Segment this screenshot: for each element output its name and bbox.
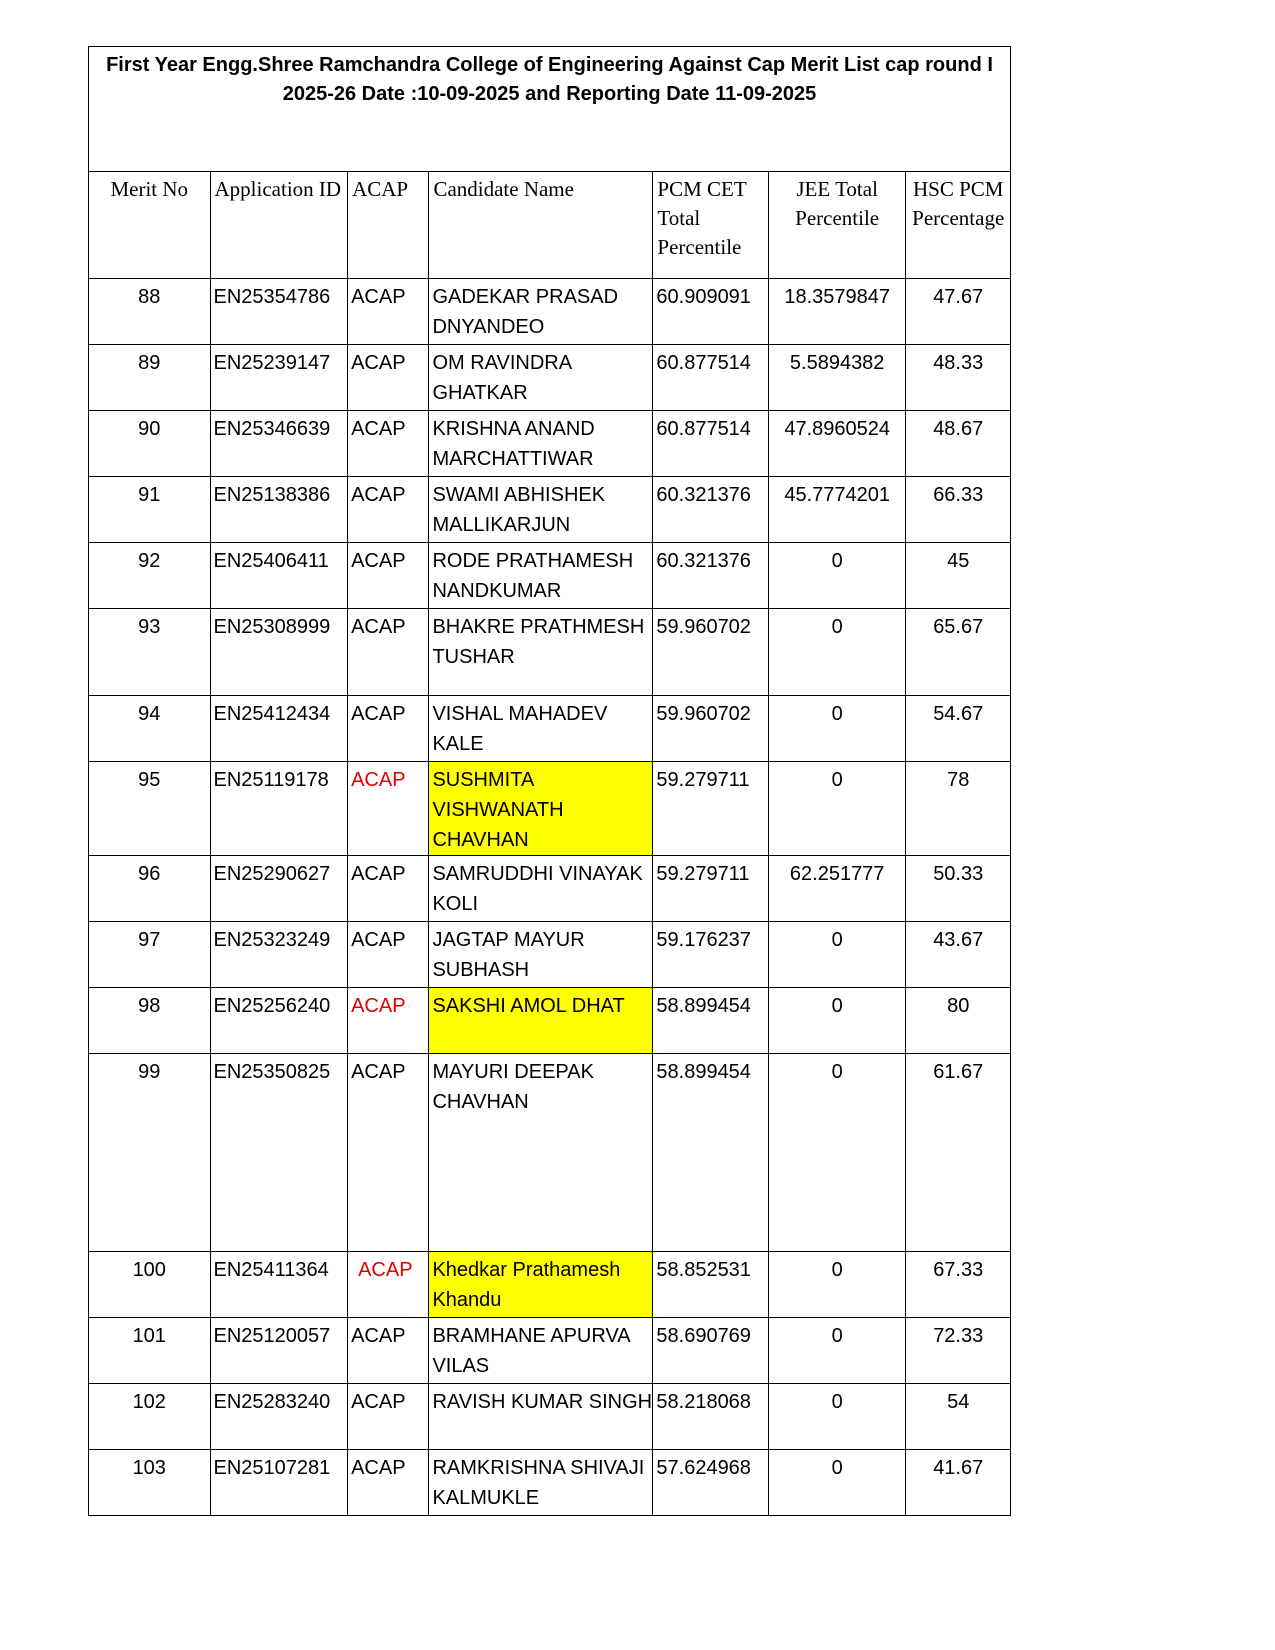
merit-no-cell: 95 bbox=[89, 762, 211, 856]
jee-total-cell: 0 bbox=[768, 1384, 906, 1450]
jee-total-cell: 18.3579847 bbox=[768, 279, 906, 345]
jee-total-cell: 45.7774201 bbox=[768, 477, 906, 543]
merit-no-cell: 92 bbox=[89, 543, 211, 609]
merit-no-cell: 97 bbox=[89, 922, 211, 988]
pcm-cet-cell: 58.690769 bbox=[653, 1318, 768, 1384]
pcm-cet-cell: 57.624968 bbox=[653, 1450, 768, 1516]
pcm-cet-cell: 59.960702 bbox=[653, 696, 768, 762]
merit-no-cell: 96 bbox=[89, 856, 211, 922]
application-id-cell: EN25256240 bbox=[210, 988, 348, 1054]
merit-no-cell: 99 bbox=[89, 1054, 211, 1252]
acap-cell: ACAP bbox=[348, 279, 429, 345]
merit-no-cell: 94 bbox=[89, 696, 211, 762]
acap-cell: ACAP bbox=[348, 856, 429, 922]
candidate-name-cell: JAGTAP MAYUR SUBHASH bbox=[429, 922, 653, 988]
acap-cell: ACAP bbox=[348, 1054, 429, 1252]
acap-cell: ACAP bbox=[348, 1318, 429, 1384]
pcm-cet-cell: 58.899454 bbox=[653, 988, 768, 1054]
merit-no-cell: 90 bbox=[89, 411, 211, 477]
hsc-pcm-cell: 65.67 bbox=[906, 609, 1011, 696]
jee-total-cell: 0 bbox=[768, 762, 906, 856]
header-hsc-pcm: HSC PCM Percentage bbox=[906, 172, 1011, 279]
jee-total-cell: 0 bbox=[768, 1318, 906, 1384]
hsc-pcm-cell: 45 bbox=[906, 543, 1011, 609]
table-row bbox=[89, 696, 1011, 762]
hsc-pcm-cell: 66.33 bbox=[906, 477, 1011, 543]
application-id-cell: EN25120057 bbox=[210, 1318, 348, 1384]
title-line-2: 2025-26 Date :10-09-2025 and Reporting Date 11-09-2025 bbox=[282, 83, 817, 105]
candidate-name-cell: SWAMI ABHISHEK MALLIKARJUN bbox=[429, 477, 653, 543]
table-row bbox=[89, 1054, 1011, 1252]
merit-no-cell: 100 bbox=[89, 1252, 211, 1318]
application-id-cell: EN25346639 bbox=[210, 411, 348, 477]
hsc-pcm-cell: 67.33 bbox=[906, 1252, 1011, 1318]
header-acap: ACAP bbox=[348, 172, 429, 279]
application-id-cell: EN25290627 bbox=[210, 856, 348, 922]
table-row bbox=[89, 856, 1011, 922]
hsc-pcm-cell: 78 bbox=[906, 762, 1011, 856]
hsc-pcm-cell: 50.33 bbox=[906, 856, 1011, 922]
pcm-cet-cell: 58.852531 bbox=[653, 1252, 768, 1318]
candidate-name-cell: OM RAVINDRA GHATKAR bbox=[429, 345, 653, 411]
merit-rows bbox=[89, 279, 1011, 1516]
jee-total-cell: 0 bbox=[768, 543, 906, 609]
jee-total-cell: 0 bbox=[768, 922, 906, 988]
candidate-name-cell: RAVISH KUMAR SINGH bbox=[429, 1384, 653, 1450]
candidate-name-cell: KRISHNA ANAND MARCHATTIWAR bbox=[429, 411, 653, 477]
header-pcm-cet: PCM CET Total Percentile bbox=[653, 172, 768, 279]
hsc-pcm-cell: 48.33 bbox=[906, 345, 1011, 411]
jee-total-cell: 47.8960524 bbox=[768, 411, 906, 477]
hsc-pcm-cell: 47.67 bbox=[906, 279, 1011, 345]
table-row bbox=[89, 988, 1011, 1054]
table-row bbox=[89, 279, 1011, 345]
acap-cell: ACAP bbox=[348, 1384, 429, 1450]
header-merit-no: Merit No bbox=[89, 172, 211, 279]
application-id-cell: EN25138386 bbox=[210, 477, 348, 543]
hsc-pcm-cell: 48.67 bbox=[906, 411, 1011, 477]
pcm-cet-cell: 60.877514 bbox=[653, 411, 768, 477]
candidate-name-cell: BRAMHANE APURVA VILAS bbox=[429, 1318, 653, 1384]
table-row bbox=[89, 1450, 1011, 1516]
acap-cell: ACAP bbox=[348, 922, 429, 988]
merit-no-cell: 103 bbox=[89, 1450, 211, 1516]
candidate-name-cell: GADEKAR PRASAD DNYANDEO bbox=[429, 279, 653, 345]
hsc-pcm-cell: 61.67 bbox=[906, 1054, 1011, 1252]
header-candidate-name: Candidate Name bbox=[429, 172, 653, 279]
jee-total-cell: 0 bbox=[768, 1252, 906, 1318]
application-id-cell: EN25283240 bbox=[210, 1384, 348, 1450]
table-row bbox=[89, 609, 1011, 696]
pcm-cet-cell: 60.321376 bbox=[653, 477, 768, 543]
candidate-name-cell: Khedkar Prathamesh Khandu bbox=[429, 1252, 653, 1318]
application-id-cell: EN25107281 bbox=[210, 1450, 348, 1516]
pcm-cet-cell: 58.218068 bbox=[653, 1384, 768, 1450]
acap-cell: ACAP bbox=[348, 543, 429, 609]
application-id-cell: EN25308999 bbox=[210, 609, 348, 696]
merit-no-cell: 89 bbox=[89, 345, 211, 411]
jee-total-cell: 5.5894382 bbox=[768, 345, 906, 411]
acap-cell: ACAP bbox=[348, 609, 429, 696]
jee-total-cell: 0 bbox=[768, 696, 906, 762]
jee-total-cell: 62.251777 bbox=[768, 856, 906, 922]
acap-cell: ACAP bbox=[348, 988, 429, 1054]
acap-cell: ACAP bbox=[348, 762, 429, 856]
table-row bbox=[89, 1252, 1011, 1318]
application-id-cell: EN25239147 bbox=[210, 345, 348, 411]
pcm-cet-cell: 60.909091 bbox=[653, 279, 768, 345]
pcm-cet-cell: 59.176237 bbox=[653, 922, 768, 988]
acap-cell: ACAP bbox=[348, 696, 429, 762]
application-id-cell: EN25406411 bbox=[210, 543, 348, 609]
acap-cell: ACAP bbox=[348, 1450, 429, 1516]
acap-cell: ACAP bbox=[348, 1252, 429, 1318]
candidate-name-cell: RODE PRATHAMESH NANDKUMAR bbox=[429, 543, 653, 609]
merit-no-cell: 98 bbox=[89, 988, 211, 1054]
table-row bbox=[89, 1384, 1011, 1450]
table-row bbox=[89, 543, 1011, 609]
document-title bbox=[89, 47, 1011, 172]
candidate-name-cell: SAKSHI AMOL DHAT bbox=[429, 988, 653, 1054]
candidate-name-cell: MAYURI DEEPAK CHAVHAN bbox=[429, 1054, 653, 1252]
pcm-cet-cell: 59.279711 bbox=[653, 762, 768, 856]
merit-no-cell: 88 bbox=[89, 279, 211, 345]
jee-total-cell: 0 bbox=[768, 1054, 906, 1252]
merit-list-table bbox=[88, 46, 1011, 1516]
merit-no-cell: 102 bbox=[89, 1384, 211, 1450]
header-application-id: Application ID bbox=[210, 172, 348, 279]
jee-total-cell: 0 bbox=[768, 609, 906, 696]
table-row bbox=[89, 1318, 1011, 1384]
merit-no-cell: 101 bbox=[89, 1318, 211, 1384]
acap-cell: ACAP bbox=[348, 477, 429, 543]
pcm-cet-cell: 59.960702 bbox=[653, 609, 768, 696]
application-id-cell: EN25411364 bbox=[210, 1252, 348, 1318]
hsc-pcm-cell: 80 bbox=[906, 988, 1011, 1054]
table-row bbox=[89, 922, 1011, 988]
application-id-cell: EN25412434 bbox=[210, 696, 348, 762]
table-row bbox=[89, 345, 1011, 411]
jee-total-cell: 0 bbox=[768, 988, 906, 1054]
jee-total-cell: 0 bbox=[768, 1450, 906, 1516]
title-line-1: First Year Engg.Shree Ramchandra College of Engineering Against Cap Merit List cap round I bbox=[106, 54, 993, 76]
candidate-name-cell: VISHAL MAHADEV KALE bbox=[429, 696, 653, 762]
candidate-name-cell: BHAKRE PRATHMESH TUSHAR bbox=[429, 609, 653, 696]
hsc-pcm-cell: 72.33 bbox=[906, 1318, 1011, 1384]
hsc-pcm-cell: 54 bbox=[906, 1384, 1011, 1450]
acap-cell: ACAP bbox=[348, 345, 429, 411]
table-row bbox=[89, 477, 1011, 543]
candidate-name-cell: SUSHMITA VISHWANATH CHAVHAN bbox=[429, 762, 653, 856]
pcm-cet-cell: 59.279711 bbox=[653, 856, 768, 922]
header-row bbox=[89, 172, 1011, 279]
merit-no-cell: 93 bbox=[89, 609, 211, 696]
hsc-pcm-cell: 54.67 bbox=[906, 696, 1011, 762]
pcm-cet-cell: 58.899454 bbox=[653, 1054, 768, 1252]
application-id-cell: EN25350825 bbox=[210, 1054, 348, 1252]
application-id-cell: EN25354786 bbox=[210, 279, 348, 345]
application-id-cell: EN25119178 bbox=[210, 762, 348, 856]
candidate-name-cell: SAMRUDDHI VINAYAK KOLI bbox=[429, 856, 653, 922]
candidate-name-cell: RAMKRISHNA SHIVAJI KALMUKLE bbox=[429, 1450, 653, 1516]
acap-cell: ACAP bbox=[348, 411, 429, 477]
hsc-pcm-cell: 43.67 bbox=[906, 922, 1011, 988]
table-row bbox=[89, 411, 1011, 477]
table-row bbox=[89, 762, 1011, 856]
application-id-cell: EN25323249 bbox=[210, 922, 348, 988]
pcm-cet-cell: 60.877514 bbox=[653, 345, 768, 411]
pcm-cet-cell: 60.321376 bbox=[653, 543, 768, 609]
header-jee-total: JEE Total Percentile bbox=[768, 172, 906, 279]
hsc-pcm-cell: 41.67 bbox=[906, 1450, 1011, 1516]
merit-no-cell: 91 bbox=[89, 477, 211, 543]
